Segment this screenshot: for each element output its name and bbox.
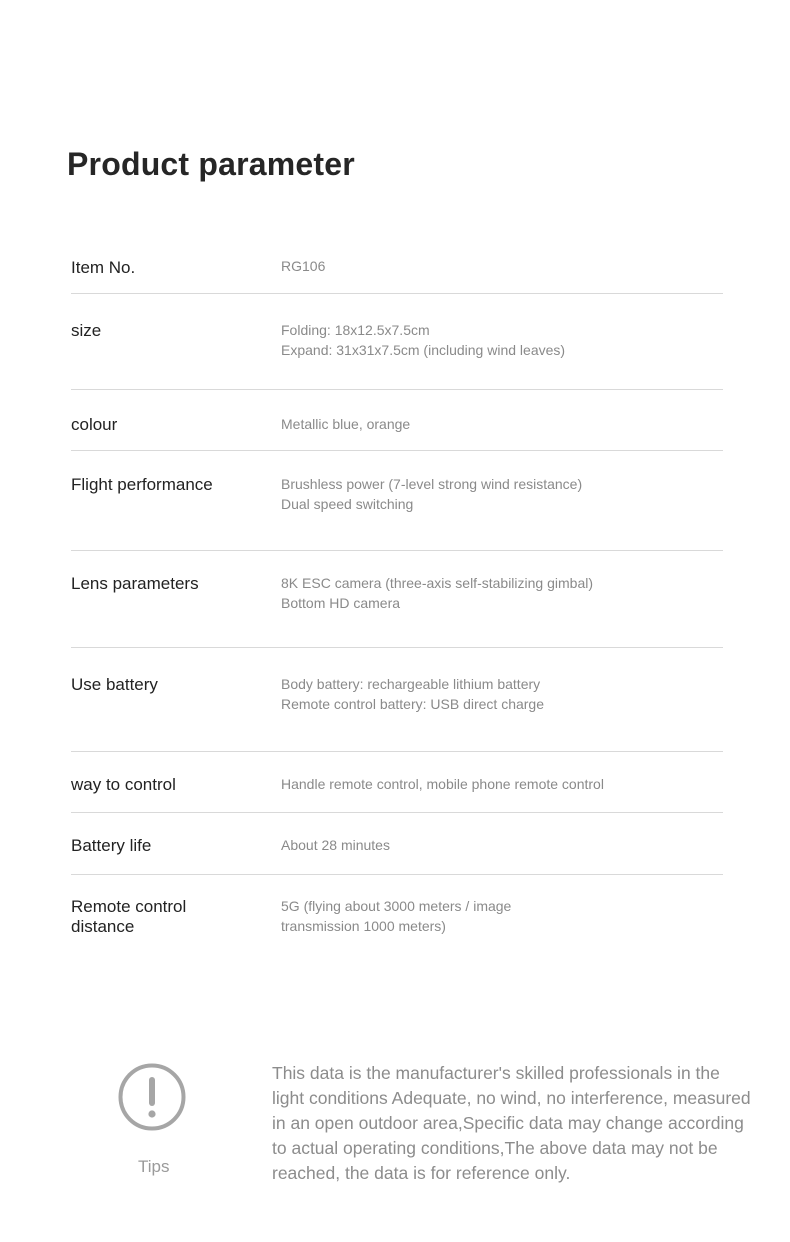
row-value-line: 5G (flying about 3000 meters / image xyxy=(281,898,512,914)
row-label: Item No. xyxy=(71,258,136,277)
row-label: way to control xyxy=(71,775,176,794)
row-label xyxy=(71,897,261,937)
tips-text-line: reached, the data is for reference only. xyxy=(272,1163,571,1183)
row-value-line: Expand: 31x31x7.5cm (including wind leaves) xyxy=(281,342,566,358)
row-value-line: Dual speed switching xyxy=(281,496,414,512)
divider xyxy=(71,647,723,648)
divider xyxy=(71,812,723,813)
row-value xyxy=(281,674,721,714)
row-value xyxy=(281,474,721,514)
tips-text xyxy=(272,1061,777,1186)
row-value-line: Remote control battery: USB direct charge xyxy=(281,696,545,712)
tips-text-line: to actual operating conditions,The above data may not be xyxy=(272,1138,718,1158)
row-label: Battery life xyxy=(71,836,152,855)
row-value-line: Body battery: rechargeable lithium battery xyxy=(281,676,541,692)
tips-label: Tips xyxy=(138,1157,170,1176)
row-value xyxy=(281,774,721,794)
divider xyxy=(71,751,723,752)
row-value-line: RG106 xyxy=(281,258,326,274)
tips-text-line: This data is the manufacturer's skilled professionals in the xyxy=(272,1063,720,1083)
page-title: Product parameter xyxy=(67,146,355,182)
divider xyxy=(71,450,723,451)
row-label: Use battery xyxy=(71,675,158,694)
row-value xyxy=(281,835,721,855)
row-value-line: 8K ESC camera (three-axis self-stabilizing gimbal) xyxy=(281,575,593,591)
row-label-line: Remote control xyxy=(71,897,187,916)
row-value xyxy=(281,896,721,936)
divider xyxy=(71,874,723,875)
tips-text-line: in an open outdoor area,Specific data may change according xyxy=(272,1113,744,1133)
row-value-line: Handle remote control, mobile phone remote control xyxy=(281,776,604,792)
tips-text-line: light conditions Adequate, no wind, no interference, measured xyxy=(272,1088,751,1108)
row-label: Lens parameters xyxy=(71,574,199,593)
row-value xyxy=(281,573,721,613)
row-label-line: distance xyxy=(71,917,135,936)
row-value xyxy=(281,256,721,276)
divider xyxy=(71,550,723,551)
divider xyxy=(71,293,723,294)
row-value-line: About 28 minutes xyxy=(281,837,390,853)
row-value-line: Brushless power (7-level strong wind resistance) xyxy=(281,476,583,492)
row-value-line: Metallic blue, orange xyxy=(281,416,411,432)
row-label: size xyxy=(71,321,102,340)
row-value-line: transmission 1000 meters) xyxy=(281,918,446,934)
row-value-line: Bottom HD camera xyxy=(281,595,401,611)
row-value xyxy=(281,320,721,360)
exclamation-circle-icon xyxy=(118,1063,186,1131)
divider xyxy=(71,389,723,390)
row-value-line: Folding: 18x12.5x7.5cm xyxy=(281,322,430,338)
row-label: Flight performance xyxy=(71,475,213,494)
row-value xyxy=(281,414,721,434)
row-label: colour xyxy=(71,415,118,434)
